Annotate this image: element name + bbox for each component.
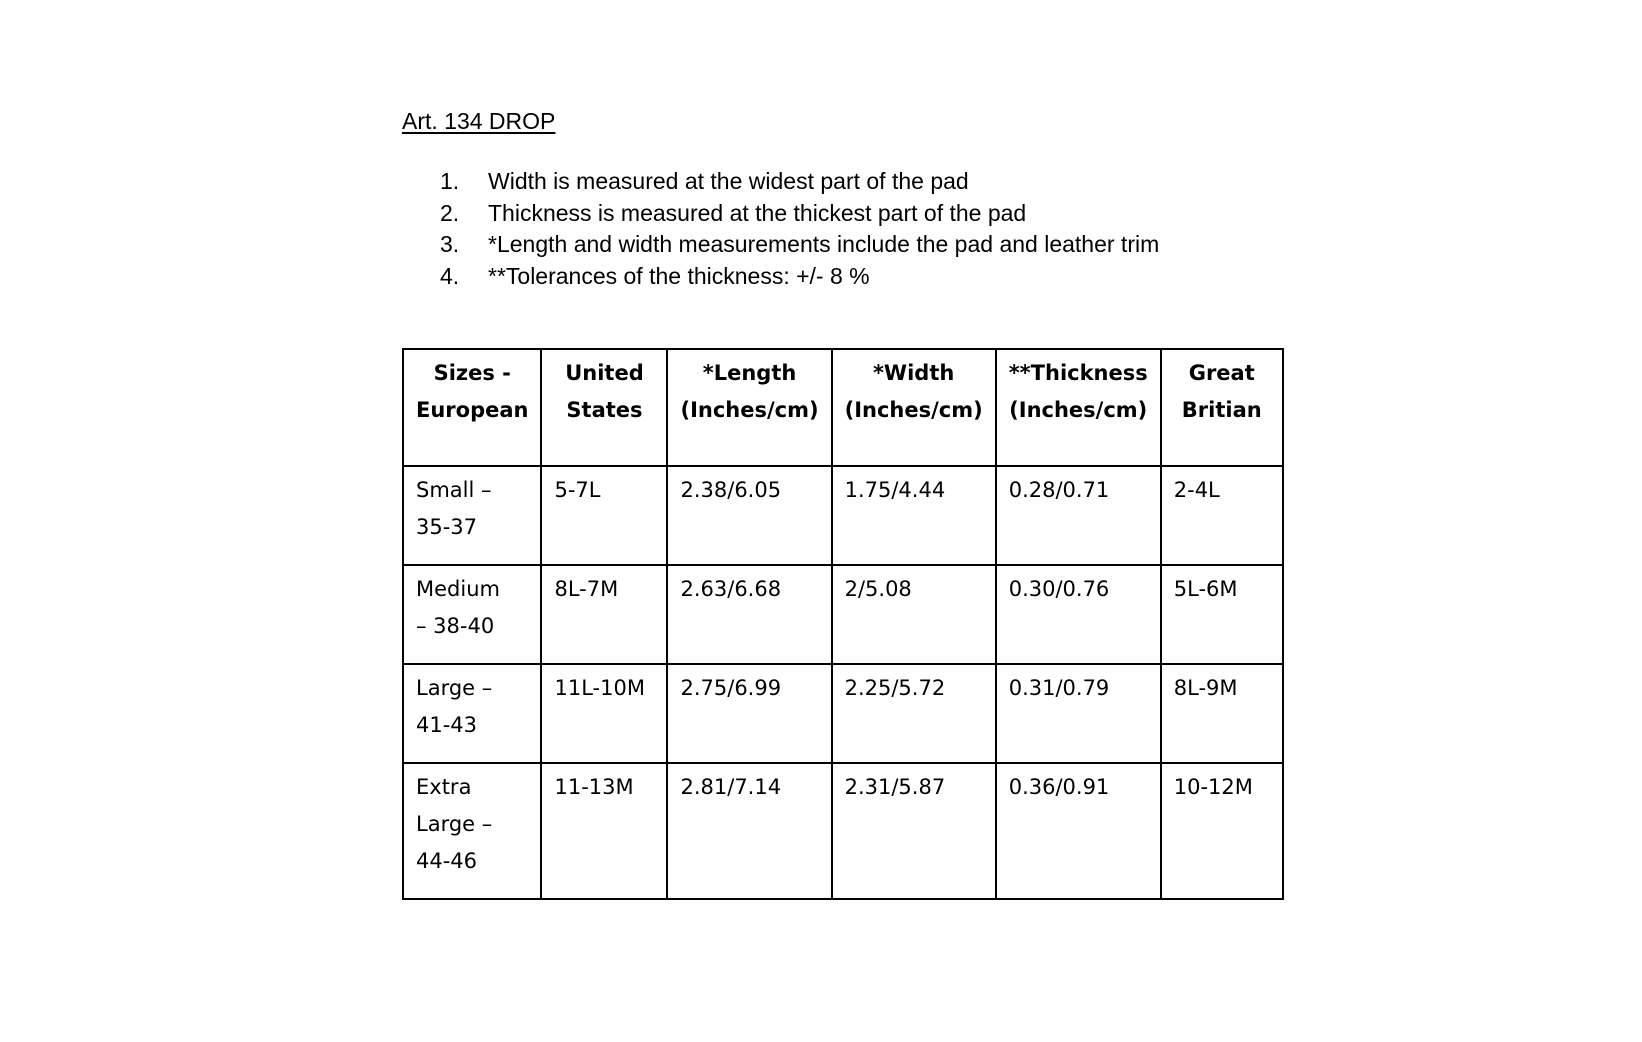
note-number: 4.	[440, 263, 460, 290]
cell-text: 1.75/4.44	[844, 478, 946, 502]
cell-text: 8L-9M	[1173, 676, 1238, 700]
header-length	[667, 349, 831, 466]
header-text: Britian	[1181, 398, 1262, 422]
cell-text: 44-46	[416, 849, 478, 873]
cell-text: 2/5.08	[844, 577, 912, 601]
header-text: **Thickness	[1008, 361, 1148, 385]
cell-text: 2.25/5.72	[844, 676, 946, 700]
cell-text: 5-7L	[554, 478, 601, 502]
cell-text: 0.31/0.79	[1008, 676, 1110, 700]
table-row	[403, 763, 1283, 899]
cell-text: 11L-10M	[554, 676, 645, 700]
table-cell	[403, 664, 541, 763]
document-title: Art. 134 DROP	[402, 108, 556, 134]
cell-text: 0.28/0.71	[1008, 478, 1110, 502]
table-cell	[996, 565, 1161, 664]
cell-text: 41-43	[416, 713, 478, 737]
header-text: (Inches/cm)	[844, 398, 983, 422]
table-cell	[996, 466, 1161, 565]
cell-text: 2.63/6.68	[680, 577, 782, 601]
table-row	[403, 565, 1283, 664]
table-cell	[996, 664, 1161, 763]
table-cell	[541, 466, 667, 565]
table-cell	[1161, 565, 1283, 664]
header-text: *Width	[872, 361, 955, 385]
header-united-states	[541, 349, 667, 466]
cell-text: Small –	[416, 478, 492, 502]
cell-text: – 38-40	[416, 614, 495, 638]
note-text: Thickness is measured at the thickest part of the pad	[488, 199, 1027, 226]
table-cell	[403, 565, 541, 664]
notes-list	[440, 166, 1159, 293]
cell-text: 2.38/6.05	[680, 478, 782, 502]
cell-text: 8L-7M	[554, 577, 619, 601]
table-cell	[1161, 664, 1283, 763]
note-item	[440, 261, 1159, 293]
cell-text: 11-13M	[554, 775, 634, 799]
note-text: *Length and width measurements include the pad and leather trim	[488, 231, 1160, 258]
table-cell	[1161, 466, 1283, 565]
cell-text: 0.36/0.91	[1008, 775, 1110, 799]
cell-text: Extra	[416, 775, 472, 799]
header-sizes-european	[403, 349, 541, 466]
table-cell	[541, 565, 667, 664]
table-row	[403, 664, 1283, 763]
table-cell	[541, 664, 667, 763]
cell-text: 10-12M	[1173, 775, 1253, 799]
note-number: 1.	[440, 168, 460, 194]
note-text: **Tolerances of the thickness: +/- 8 %	[488, 263, 870, 290]
header-text: States	[566, 398, 643, 422]
table-cell	[403, 466, 541, 565]
table-body	[403, 466, 1283, 899]
cell-text: 2.31/5.87	[844, 775, 946, 799]
table-cell	[403, 763, 541, 899]
table-cell	[541, 763, 667, 899]
table-cell	[667, 466, 831, 565]
note-item	[440, 229, 1159, 261]
header-width	[832, 349, 996, 466]
table-cell	[832, 664, 996, 763]
cell-text: 5L-6M	[1173, 577, 1238, 601]
cell-text: 2.81/7.14	[680, 775, 782, 799]
cell-text: 2.75/6.99	[680, 676, 782, 700]
table-row	[403, 466, 1283, 565]
cell-text: 0.30/0.76	[1008, 577, 1110, 601]
cell-text: Large –	[416, 812, 493, 836]
cell-text: 2-4L	[1173, 478, 1220, 502]
header-text: (Inches/cm)	[680, 398, 819, 422]
cell-text: Medium	[416, 577, 500, 601]
header-text: European	[416, 398, 529, 422]
header-text: Great	[1188, 361, 1255, 385]
cell-text: 35-37	[416, 515, 478, 539]
header-text: (Inches/cm)	[1009, 398, 1148, 422]
note-text: Width is measured at the widest part of the pad	[488, 168, 969, 194]
table-cell	[996, 763, 1161, 899]
table-cell	[832, 565, 996, 664]
table-cell	[667, 763, 831, 899]
table-cell	[667, 664, 831, 763]
header-text: *Length	[702, 361, 797, 385]
table-cell	[667, 565, 831, 664]
note-item	[440, 166, 1159, 198]
header-thickness	[996, 349, 1161, 466]
note-number: 3.	[440, 231, 460, 258]
cell-text: Large –	[416, 676, 493, 700]
note-item	[440, 198, 1159, 230]
table-cell	[832, 466, 996, 565]
note-number: 2.	[440, 199, 460, 226]
size-table	[402, 348, 1284, 900]
header-text: United	[565, 361, 644, 385]
table-header-row	[403, 349, 1283, 466]
table-cell	[832, 763, 996, 899]
header-great-britian	[1161, 349, 1283, 466]
header-text: Sizes -	[433, 361, 511, 385]
table-cell	[1161, 763, 1283, 899]
